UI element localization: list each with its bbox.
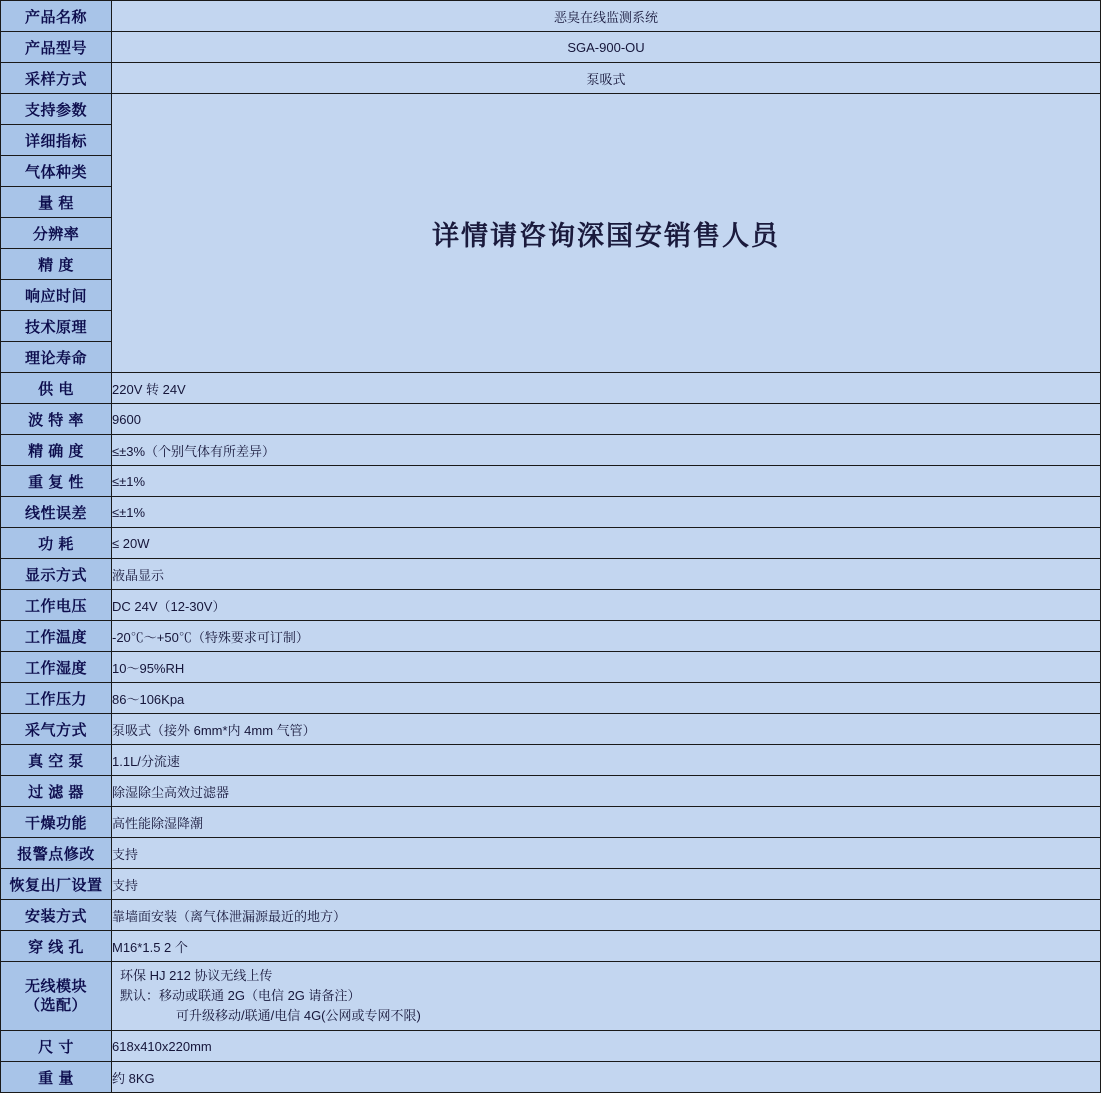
row-label: 技术原理 <box>1 311 112 342</box>
row-label: 干燥功能 <box>1 807 112 838</box>
table-row <box>1 776 1101 807</box>
row-value: ≤±1% <box>112 466 1101 497</box>
row-label: 重 复 性 <box>1 466 112 497</box>
sales-inquiry-note-cell <box>112 94 1101 373</box>
table-row <box>1 63 1101 94</box>
row-label-wireless <box>1 962 112 1031</box>
row-value: 靠墙面安装（离气体泄漏源最近的地方） <box>112 900 1101 931</box>
row-label: 尺 寸 <box>1 1031 112 1062</box>
row-label: 线性误差 <box>1 497 112 528</box>
table-row <box>1 683 1101 714</box>
table-row <box>1 652 1101 683</box>
table-row <box>1 404 1101 435</box>
row-label: 供 电 <box>1 373 112 404</box>
table-row <box>1 745 1101 776</box>
row-label: 采气方式 <box>1 714 112 745</box>
row-value: DC 24V（12-30V） <box>112 590 1101 621</box>
table-row <box>1 435 1101 466</box>
row-value: 高性能除湿降潮 <box>112 807 1101 838</box>
sales-inquiry-note: 详情请咨询深国安销售人员 <box>432 220 780 251</box>
row-label: 报警点修改 <box>1 838 112 869</box>
table-row <box>1 373 1101 404</box>
table-row <box>1 838 1101 869</box>
row-value: ≤ 20W <box>112 528 1101 559</box>
row-value: 9600 <box>112 404 1101 435</box>
row-label: 安装方式 <box>1 900 112 931</box>
row-label: 气体种类 <box>1 156 112 187</box>
row-value: 支持 <box>112 869 1101 900</box>
row-value: 液晶显示 <box>112 559 1101 590</box>
row-label: 产品名称 <box>1 1 112 32</box>
row-label: 恢复出厂设置 <box>1 869 112 900</box>
row-label: 穿 线 孔 <box>1 931 112 962</box>
table-row <box>1 559 1101 590</box>
row-label: 分辨率 <box>1 218 112 249</box>
row-value: 1.1L/分流速 <box>112 745 1101 776</box>
row-label: 工作温度 <box>1 621 112 652</box>
wireless-detail <box>112 962 1100 1030</box>
row-label: 波 特 率 <box>1 404 112 435</box>
table-row <box>1 528 1101 559</box>
row-label: 理论寿命 <box>1 342 112 373</box>
row-label: 真 空 泵 <box>1 745 112 776</box>
row-value: 10～95%RH <box>112 652 1101 683</box>
table-row <box>1 900 1101 931</box>
row-value: 泵吸式 <box>112 63 1101 94</box>
row-value: M16*1.5 2 个 <box>112 931 1101 962</box>
row-value-wireless <box>112 962 1101 1031</box>
table-row <box>1 714 1101 745</box>
row-label: 显示方式 <box>1 559 112 590</box>
table-row-wireless <box>1 962 1101 1031</box>
row-value: 除湿除尘高效过滤器 <box>112 776 1101 807</box>
row-value: ≤±1% <box>112 497 1101 528</box>
row-label: 产品型号 <box>1 32 112 63</box>
row-value: 恶臭在线监测系统 <box>112 1 1101 32</box>
row-label: 精 确 度 <box>1 435 112 466</box>
row-label: 响应时间 <box>1 280 112 311</box>
row-value: 支持 <box>112 838 1101 869</box>
table-row <box>1 32 1101 63</box>
row-label: 详细指标 <box>1 125 112 156</box>
wireless-line-1: 环保 HJ 212 协议无线上传 <box>120 968 273 983</box>
row-label: 工作电压 <box>1 590 112 621</box>
row-value: ≤±3%（个别气体有所差异） <box>112 435 1101 466</box>
table-row <box>1 807 1101 838</box>
row-value: -20℃～+50℃（特殊要求可订制） <box>112 621 1101 652</box>
table-body <box>1 1 1101 1093</box>
row-value: 86～106Kpa <box>112 683 1101 714</box>
table-row <box>1 497 1101 528</box>
row-value: SGA-900-OU <box>112 32 1101 63</box>
row-label: 过 滤 器 <box>1 776 112 807</box>
row-value: 约 8KG <box>112 1062 1101 1093</box>
row-label: 精 度 <box>1 249 112 280</box>
table-row <box>1 1 1101 32</box>
row-label: 工作压力 <box>1 683 112 714</box>
row-value: 泵吸式（接外 6mm*内 4mm 气管） <box>112 714 1101 745</box>
row-value: 618x410x220mm <box>112 1031 1101 1062</box>
table-row <box>1 1062 1101 1093</box>
row-label: 重 量 <box>1 1062 112 1093</box>
wireless-line-2: 默认：移动或联通 2G（电信 2G 请备注） <box>120 988 361 1004</box>
row-label: 工作湿度 <box>1 652 112 683</box>
wireless-label-line1: 无线模块 <box>24 977 87 995</box>
table-row <box>1 621 1101 652</box>
table-row <box>1 1031 1101 1062</box>
table-row <box>1 869 1101 900</box>
table-row <box>1 590 1101 621</box>
row-label: 支持参数 <box>1 94 112 125</box>
wireless-label-line2: （选配） <box>24 997 87 1015</box>
row-label: 量 程 <box>1 187 112 218</box>
table-row <box>1 466 1101 497</box>
table-row <box>1 94 1101 125</box>
row-label: 采样方式 <box>1 63 112 94</box>
wireless-line-3: 可升级移动/联通/电信 4G(公网或专网不限) <box>176 1008 421 1024</box>
row-value: 220V 转 24V <box>112 373 1101 404</box>
row-label: 功 耗 <box>1 528 112 559</box>
table-row <box>1 931 1101 962</box>
